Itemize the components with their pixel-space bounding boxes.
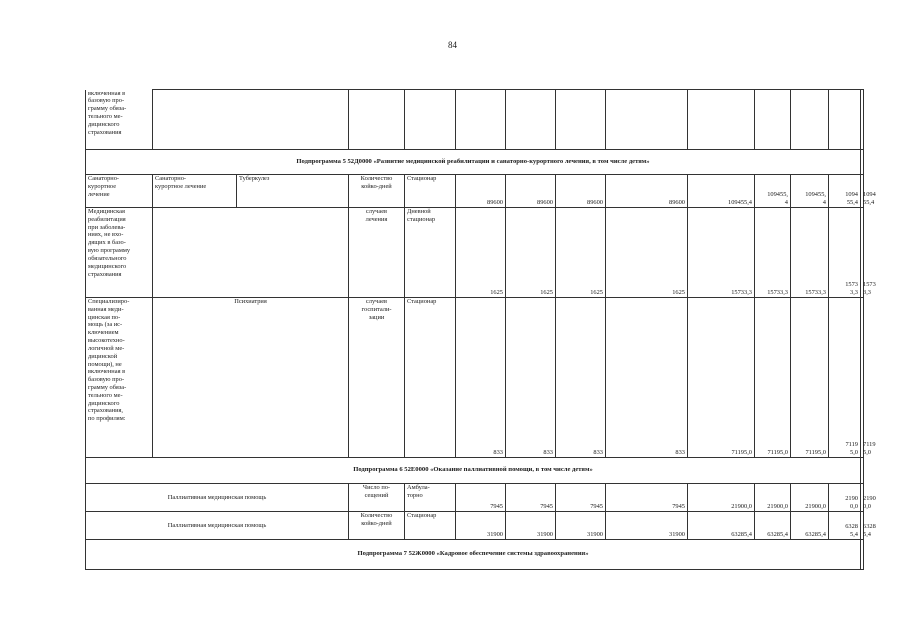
- subprogram-title: Подпрограмма 5 52Д0000 «Развитие медицинской реабилитации и санаторно-курортного лечения, в том числе детям»: [86, 150, 861, 175]
- value-cell: 1573 3,3: [829, 208, 861, 298]
- subprogram-header-row: [86, 150, 864, 175]
- table-row: [86, 208, 864, 298]
- value-cell: 7119 5,0: [829, 298, 861, 458]
- value-cell: 1625: [506, 208, 556, 298]
- empty-cell: [606, 90, 688, 150]
- condition-cell: Дневной стационар: [405, 208, 456, 298]
- unit-cell: Число по- сещений: [349, 484, 405, 512]
- subprogram-header-row: [86, 540, 864, 570]
- condition-cell: Стационар: [405, 298, 456, 458]
- unit-cell: случаев лечения: [349, 208, 405, 298]
- empty-cell: [791, 90, 829, 150]
- type-cell: Специализиро- ванная меди- цинская по- мощь (за ис- ключением высокотехно- логичной ме- дицинской помощи), не включенная в базовую про- грамму обяза- тельного ме- дицинского страхования, по профилям:: [86, 298, 153, 458]
- unit-cell: случаев госпитали- зации: [349, 298, 405, 458]
- value-cell: 833: [606, 298, 688, 458]
- type-cell: Паллиативная медицинская помощь: [86, 512, 349, 540]
- value-cell: 109455,4: [688, 175, 755, 208]
- subprogram-title: Подпрограмма 6 52Е0000 «Оказание паллиативной помощи, в том числе детям»: [86, 458, 861, 484]
- value-cell: 7119 5,0: [861, 298, 864, 458]
- value-cell: 833: [506, 298, 556, 458]
- empty-cell: [153, 208, 349, 298]
- subtype-cell: Санаторно- курортное лечение: [153, 175, 237, 208]
- value-cell: 109455, 4: [791, 175, 829, 208]
- value-cell: 63285,4: [755, 512, 791, 540]
- value-cell: 833: [556, 298, 606, 458]
- subprogram-header-row: [86, 458, 864, 484]
- table-row: [86, 512, 864, 540]
- value-cell: 6328 5,4: [829, 512, 861, 540]
- value-cell: 31900: [506, 512, 556, 540]
- value-cell: 21900,0: [688, 484, 755, 512]
- value-cell: 15733,3: [791, 208, 829, 298]
- empty-cell: [506, 90, 556, 150]
- value-cell: 63285,4: [688, 512, 755, 540]
- value-cell: 833: [456, 298, 506, 458]
- table-row: [86, 484, 864, 512]
- empty-cell: [861, 90, 864, 150]
- value-cell: 71195,0: [791, 298, 829, 458]
- table-row: [86, 298, 864, 458]
- condition-cell: Стационар: [405, 512, 456, 540]
- value-cell: 1625: [456, 208, 506, 298]
- value-cell: 21900,0: [755, 484, 791, 512]
- value-cell: 21900,0: [791, 484, 829, 512]
- empty-cell: [755, 90, 791, 150]
- value-cell: 31900: [456, 512, 506, 540]
- empty-cell: [861, 458, 864, 484]
- empty-cell: [456, 90, 506, 150]
- empty-cell: [349, 90, 405, 150]
- type-cell: Санаторно- курортное лечение: [86, 175, 153, 208]
- empty-cell: [688, 90, 755, 150]
- unit-cell: Количество койко-дней: [349, 175, 405, 208]
- empty-cell: [153, 90, 349, 150]
- value-cell: 7945: [456, 484, 506, 512]
- page-number: 84: [448, 40, 457, 50]
- type-cell: Медицинская реабилитация при заболева- ниях, не вхо- дящих в базо- вую программу обязательного медицинского страхования: [86, 208, 153, 298]
- type-cell: включенная в базовую про- грамму обяза- тельного ме- дицинского страхования: [86, 90, 153, 150]
- value-cell: 71195,0: [688, 298, 755, 458]
- value-cell: 1094 55,4: [861, 175, 864, 208]
- empty-cell: [556, 90, 606, 150]
- value-cell: 89600: [556, 175, 606, 208]
- table-row: [86, 175, 864, 208]
- value-cell: 1573 3,3: [861, 208, 864, 298]
- value-cell: 1625: [606, 208, 688, 298]
- value-cell: 6328 5,4: [861, 512, 864, 540]
- value-cell: 1094 55,4: [829, 175, 861, 208]
- table-row: [86, 90, 864, 150]
- empty-cell: [861, 540, 864, 570]
- empty-cell: [829, 90, 861, 150]
- condition-cell: Амбула- торно: [405, 484, 456, 512]
- value-cell: 7945: [606, 484, 688, 512]
- value-cell: 31900: [556, 512, 606, 540]
- value-cell: 7945: [556, 484, 606, 512]
- value-cell: 1625: [556, 208, 606, 298]
- value-cell: 2190 0,0: [829, 484, 861, 512]
- value-cell: 7945: [506, 484, 556, 512]
- value-cell: 71195,0: [755, 298, 791, 458]
- value-cell: 31900: [606, 512, 688, 540]
- value-cell: 89600: [606, 175, 688, 208]
- profile-cell: Психиатрия: [153, 298, 349, 458]
- value-cell: 2190 0,0: [861, 484, 864, 512]
- value-cell: 15733,3: [688, 208, 755, 298]
- value-cell: 63285,4: [791, 512, 829, 540]
- empty-cell: [861, 150, 864, 175]
- unit-cell: Количество койко-дней: [349, 512, 405, 540]
- value-cell: 109455, 4: [755, 175, 791, 208]
- subprogram-title: Подпрограмма 7 52Ж0000 «Кадровое обеспечение системы здравоохранения»: [86, 540, 861, 570]
- value-cell: 89600: [506, 175, 556, 208]
- value-cell: 89600: [456, 175, 506, 208]
- empty-cell: [405, 90, 456, 150]
- profile-cell: Туберкулез: [237, 175, 349, 208]
- program-table: [85, 89, 876, 570]
- type-cell: Паллиативная медицинская помощь: [86, 484, 349, 512]
- value-cell: 15733,3: [755, 208, 791, 298]
- condition-cell: Стационар: [405, 175, 456, 208]
